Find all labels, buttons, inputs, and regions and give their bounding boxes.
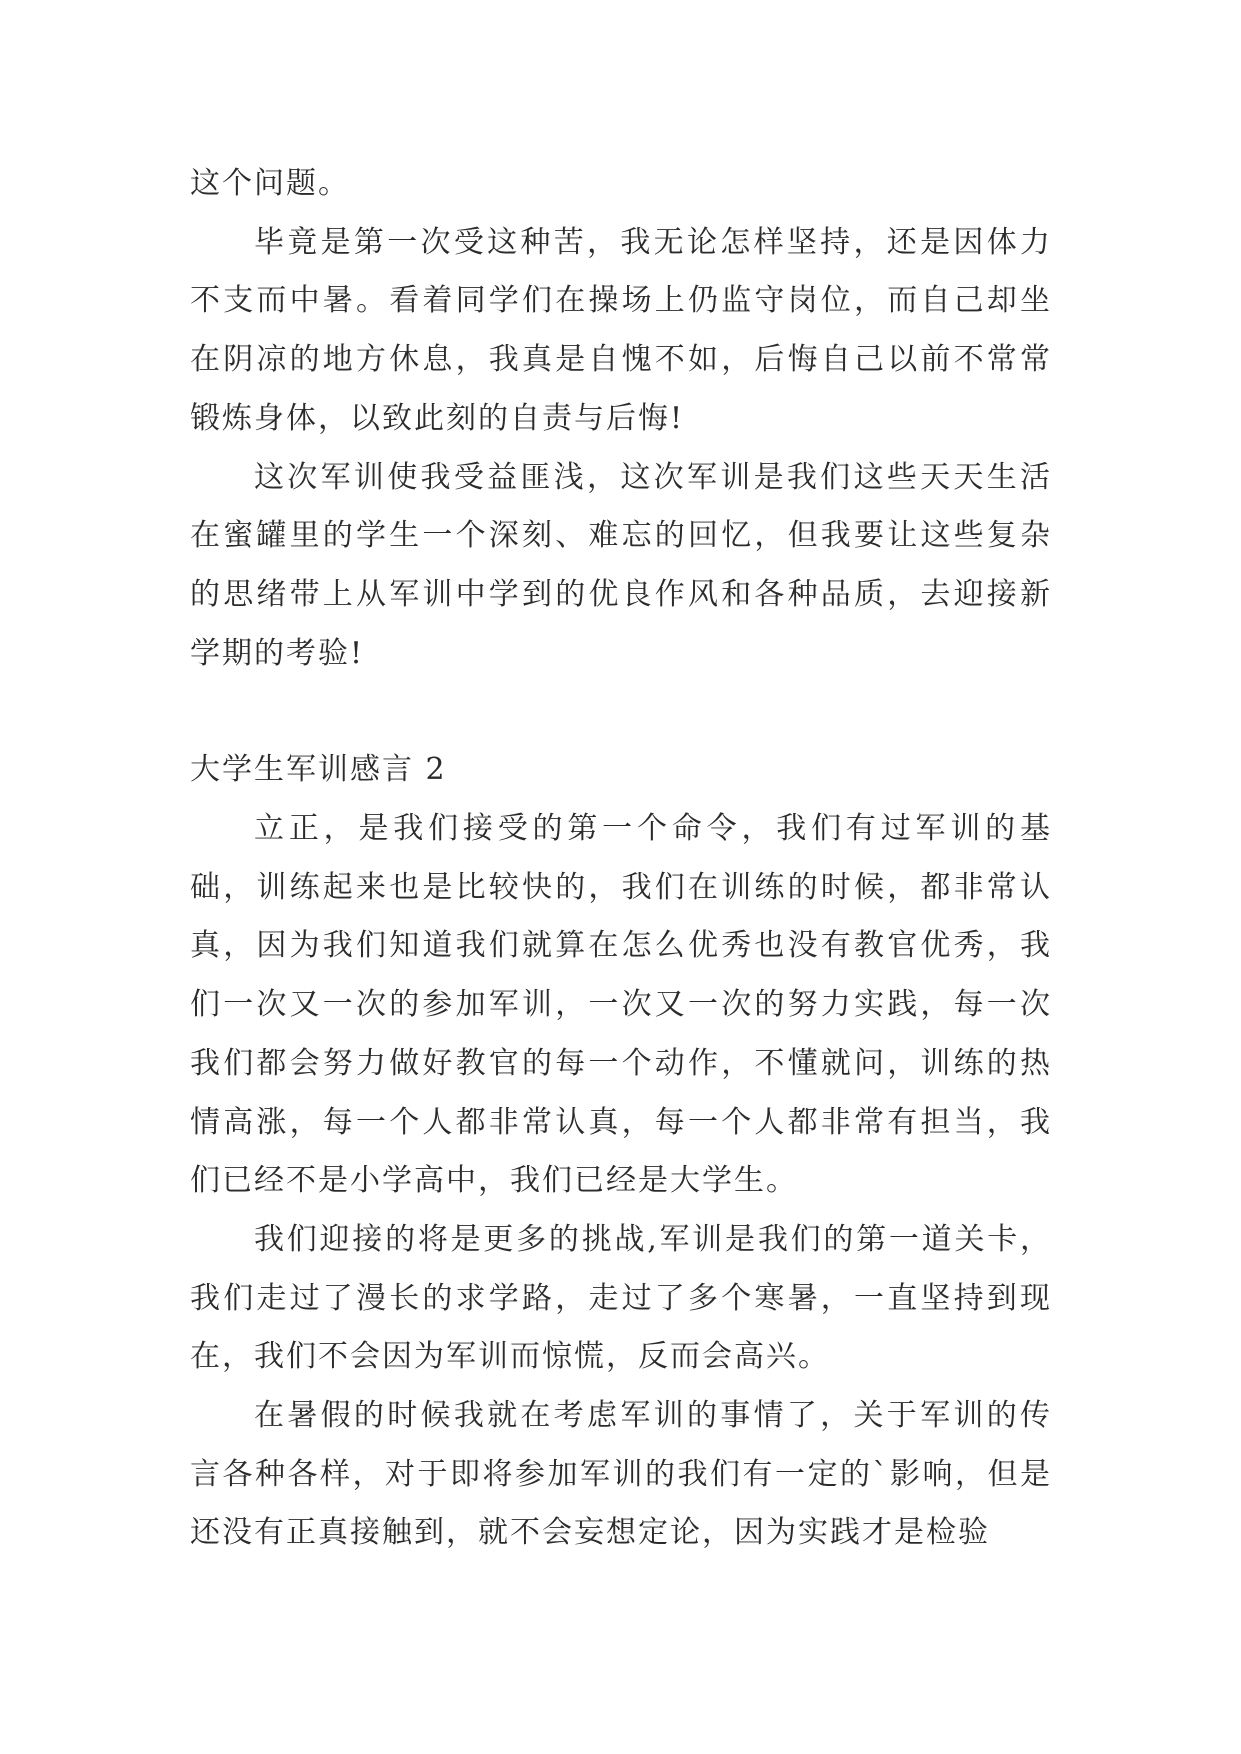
document-body [190,155,1052,1563]
paragraph-5: 我们迎接的将是更多的挑战,军训是我们的第一道关卡，我们走过了漫长的求学路，走过了多个寒暑，一直坚持到现在，我们不会因为军训而惊慌，反而会高兴。 [190,1221,1052,1375]
section-heading: 大学生军训感言 2 [190,752,447,788]
paragraph-4: 立正，是我们接受的第一个命令，我们有过军训的基础，训练起来也是比较快的，我们在训练的时候，都非常认真，因为我们知道我们就算在怎么优秀也没有教官优秀，我们一次又一次的参加军训，一次又一次的努力实践，每一次我们都会努力做好教官的每一个动作，不懂就问，训练的热情高涨，每一个人都非常认真，每一个人都非常有担当，我们已经不是小学高中，我们已经是大学生。 [190,811,1052,1199]
paragraph-2: 毕竟是第一次受这种苦，我无论怎样坚持，还是因体力不支而中暑。看着同学们在操场上仍监守岗位，而自己却坐在阴凉的地方休息，我真是自愧不如，后悔自己以前不常常锻炼身体，以致此刻的自责与后悔! [190,224,1052,436]
paragraph-3: 这次军训使我受益匪浅，这次军训是我们这些天天生活在蜜罐里的学生一个深刻、难忘的回忆，但我要让这些复杂的思绪带上从军训中学到的优良作风和各种品质，去迎接新学期的考验! [190,459,1052,671]
section-gap [190,683,1052,741]
paragraph-1: 这个问题。 [190,166,350,201]
paragraph-6: 在暑假的时候我就在考虑军训的事情了，关于军训的传言各种各样，对于即将参加军训的我们有一定的`影响，但是还没有正真接触到，就不会妄想定论，因为实践才是检验 [190,1398,1052,1551]
